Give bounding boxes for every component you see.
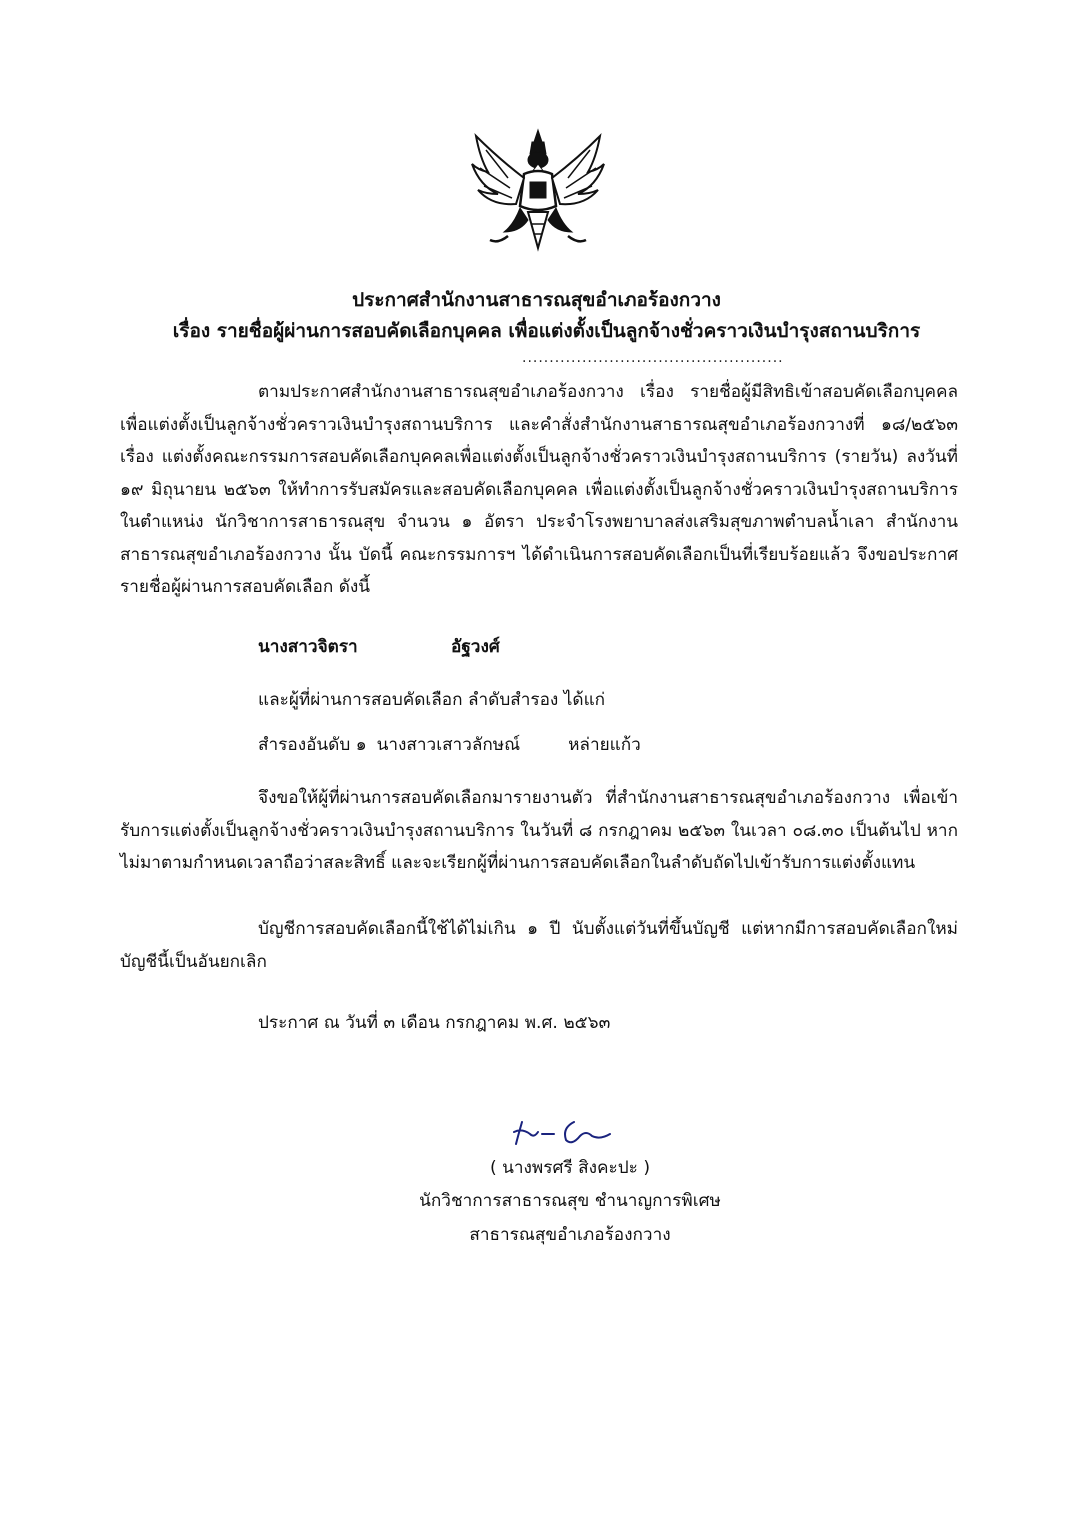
title-divider: ................................................ (522, 350, 784, 366)
winner-first-name: นางสาวจิตรา (258, 637, 358, 657)
signatory-name: ( นางพรศรี สิงคะปะ ) (489, 1158, 651, 1178)
document-title: ประกาศสำนักงานสาธารณสุขอำเภอร้องกวาง (352, 289, 721, 311)
body-paragraph-1: ตามประกาศสำนักงานสาธารณสุขอำเภอร้องกวาง เรื่อง รายชื่อผู้มีสิทธิเข้าสอบคัดเลือกบุคคล เพื่อแต่งตั้งเป็นลูกจ้างชั่วคราวเงินบำรุงสถานบริการ และคำสั่งสำนักงานสาธารณสุขอำเภอร้องกวางที่ ๑๘/๒๕๖๓ เรื่อง แต่งตั้งคณะกรรมการสอบคัดเลือกบุคคลเพื่อแต่งตั้งเป็นลูกจ้างชั่วคราวเงินบำรุงสถานบริการ (รายวัน) ลงวันที่ ๑๙ มิถุนายน ๒๕๖๓ ให้ทำการรับสมัครและสอบคัดเลือกบุคคล เพื่อแต่งตั้งเป็นลูกจ้างชั่วคราวเงินบำรุงสถานบริการ ในตำแหน่ง นักวิชาการสาธารณสุข จำนวน ๑ อัตรา ประจำโรงพยาบาลส่งเสริมสุขภาพตำบลน้ำเลา สำนักงานสาธารณสุขอำเภอร้องกวาง นั้น บัดนี้ คณะกรรมการฯ ได้ดำเนินการสอบคัดเลือกเป็นที่เรียบร้อยแล้ว จึงขอประกาศรายชื่อผู้ผ่านการสอบคัดเลือก ดังนี้ (120, 382, 958, 597)
reserve-rank: สำรองอันดับ ๑ (258, 735, 367, 755)
winner-name (258, 632, 500, 660)
winner-last-name: อัฐวงศ์ (451, 637, 500, 657)
announce-date: ประกาศ ณ วันที่ ๓ เดือน กรกฎาคม พ.ศ. ๒๕๖๓ (258, 1013, 611, 1033)
signatory-office: สาธารณสุขอำเภอร้องกวาง (469, 1225, 671, 1245)
reserve-last-name: หล่ายแก้ว (568, 735, 641, 755)
body-paragraph-3: บัญชีการสอบคัดเลือกนี้ใช้ได้ไม่เกิน ๑ ปี นับตั้งแต่วันที่ขึ้นบัญชี แต่หากมีการสอบคัดเลือกใหม่ บัญชีนี้เป็นอันยกเลิก (120, 919, 958, 972)
body-paragraph-2: จึงขอให้ผู้ที่ผ่านการสอบคัดเลือกมารายงานตัว ที่สำนักงานสาธารณสุขอำเภอร้องกวาง เพื่อเข้ารับการแต่งตั้งเป็นลูกจ้างชั่วคราวเงินบำรุงสถานบริการ ในวันที่ ๘ กรกฎาคม ๒๕๖๓ ในเวลา ๐๘.๓๐ เป็นต้นไป หากไม่มาตามกำหนดเวลาถือว่าสละสิทธิ์ และจะเรียกผู้ที่ผ่านการสอบคัดเลือกในลำดับถัดไปเข้ารับการแต่งตั้งแทน (120, 788, 958, 873)
document-subject: เรื่อง รายชื่อผู้ผ่านการสอบคัดเลือกบุคคล เพื่อแต่งตั้งเป็นลูกจ้างชั่วคราวเงินบำรุงสถานบริการ (172, 320, 921, 342)
reserve-entry (258, 730, 641, 758)
reserve-first-name: นางสาวเสาวลักษณ์ (376, 735, 521, 755)
reserve-intro: และผู้ที่ผ่านการสอบคัดเลือก ลำดับสำรอง ได้แก่ (258, 690, 606, 710)
handwritten-signature (508, 1114, 618, 1150)
signatory-position: นักวิชาการสาธารณสุข ชำนาญการพิเศษ (419, 1191, 721, 1211)
garuda-emblem-icon (468, 128, 608, 258)
